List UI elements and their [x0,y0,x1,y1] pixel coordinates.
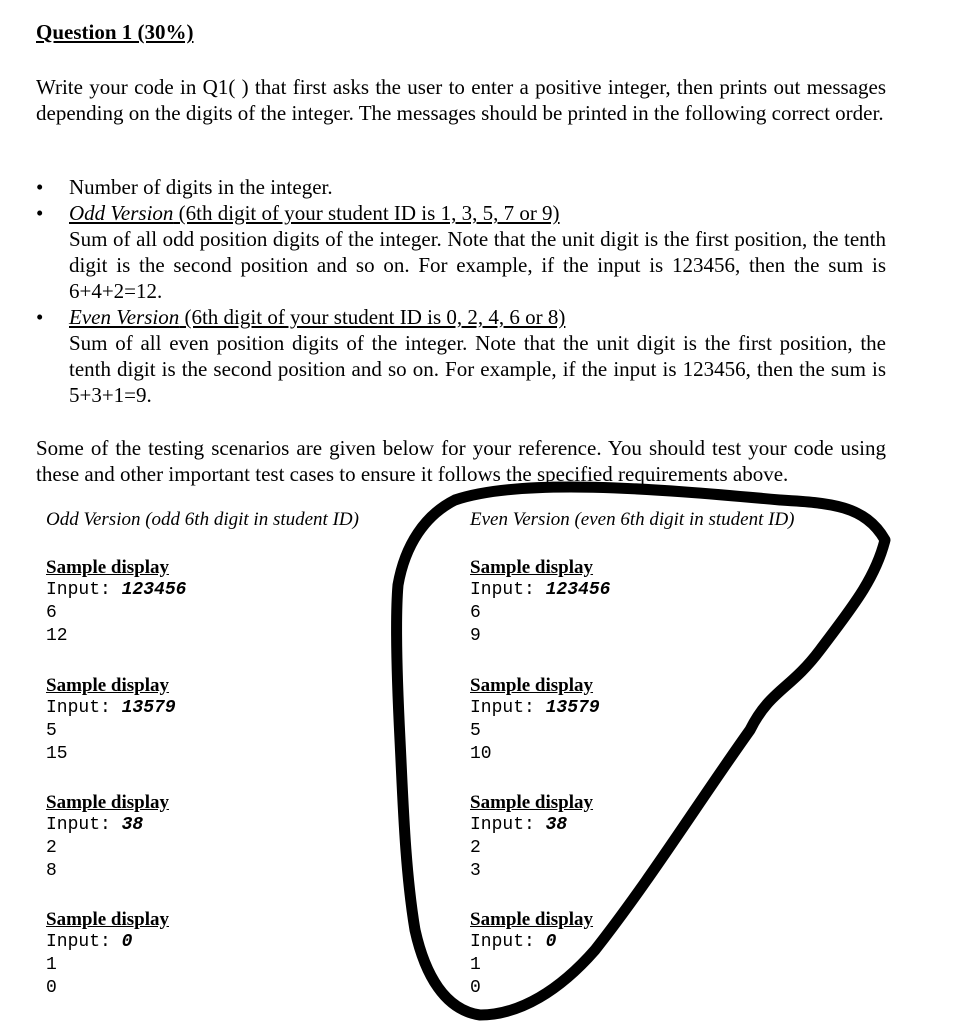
sample-input: 0 [121,932,133,952]
sample-output-1: 5 [46,721,57,741]
input-prefix: Input: [470,932,546,952]
sample-output-2: 12 [46,626,68,646]
sample-output-2: 0 [470,978,481,998]
sample-label: Sample display [470,792,594,813]
sample-label: Sample display [46,557,170,578]
sample-output-1: 6 [46,603,57,623]
input-prefix: Input: [470,580,546,600]
odd-version-condition: (6th digit of your student ID is 1, 3, 5, 7 or 9) [173,201,560,225]
sample-input: 13579 [121,698,176,718]
sample-output-2: 8 [46,861,57,881]
sample-output-1: 2 [470,838,481,858]
odd-version-description: Sum of all odd position digits of the integer. Note that the unit digit is the first position, the tenth digit is the second position and so on. For example, if the input is 123456, then the sum is 6+4+2=12. [69,227,886,303]
input-prefix: Input: [470,698,546,718]
sample-output-1: 2 [46,838,57,858]
testing-paragraph: Some of the testing scenarios are given below for your reference. You should test your code using these and other important test cases to ensure it follows the specified requirements above. [36,436,886,486]
question-title: Question 1 (30%) [36,20,194,44]
sample-output-1: 6 [470,603,481,623]
bullet-icon: • [36,201,44,225]
sample-label: Sample display [46,675,170,696]
bullet-icon: • [36,175,44,199]
sample-input: 123456 [121,580,187,600]
intro-paragraph: Write your code in Q1( ) that first asks the user to enter a positive integer, then prints out messages depending on the digits of the integer. The messages should be printed in the following correct order. [36,75,886,125]
sample-input: 123456 [545,580,611,600]
sample-input: 38 [121,815,144,835]
sample-label: Sample display [46,909,170,930]
even-version-condition: (6th digit of your student ID is 0, 2, 4, 6 or 8) [179,305,566,329]
sample-input: 13579 [545,698,600,718]
sample-label: Sample display [470,557,594,578]
sample-output-2: 9 [470,626,481,646]
sample-label: Sample display [470,675,594,696]
sample-label: Sample display [470,909,594,930]
sample-output-2: 3 [470,861,481,881]
bullet-text: Number of digits in the integer. [69,175,333,199]
input-prefix: Input: [470,815,546,835]
odd-version-label: Odd Version [69,201,174,225]
sample-input: 38 [545,815,568,835]
sample-input: 0 [545,932,557,952]
sample-output-1: 1 [470,955,481,975]
bullet-icon: • [36,305,44,329]
input-prefix: Input: [46,815,122,835]
sample-label: Sample display [46,792,170,813]
even-version-label: Even Version [69,305,180,329]
input-prefix: Input: [46,580,122,600]
even-version-description: Sum of all even position digits of the integer. Note that the unit digit is the first position, the tenth digit is the second position and so on. For example, if the input is 123456, then the sum is 5+3+1=9. [69,331,886,407]
odd-samples-heading: Odd Version (odd 6th digit in student ID) [46,509,359,530]
even-samples-heading: Even Version (even 6th digit in student ID) [470,509,795,530]
sample-output-1: 5 [470,721,481,741]
sample-output-2: 0 [46,978,57,998]
sample-output-2: 10 [470,744,492,764]
sample-output-1: 1 [46,955,57,975]
input-prefix: Input: [46,932,122,952]
sample-output-2: 15 [46,744,68,764]
input-prefix: Input: [46,698,122,718]
